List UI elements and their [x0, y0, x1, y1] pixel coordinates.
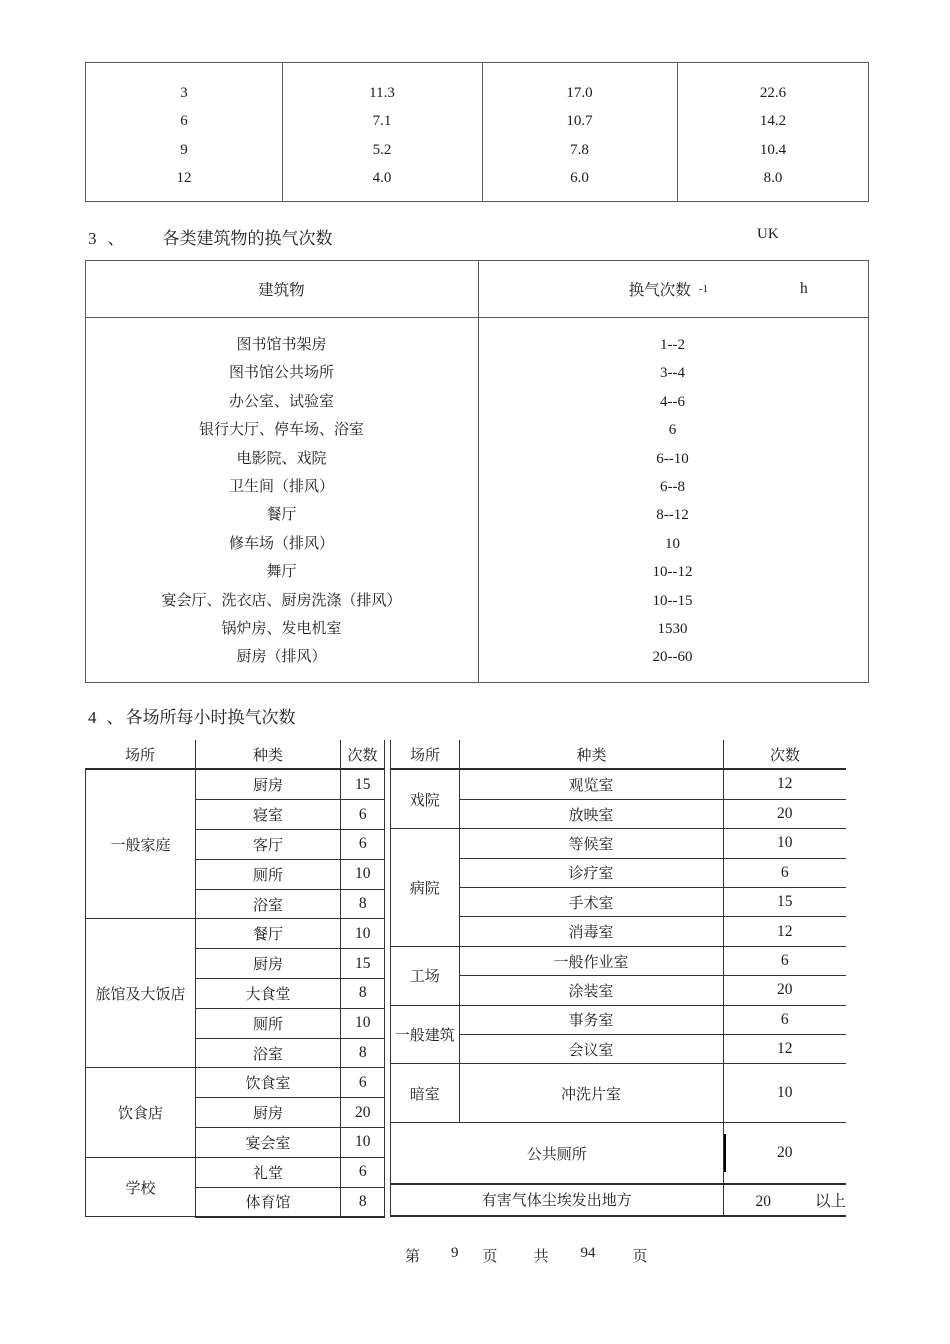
count-cell: 20 [723, 799, 846, 828]
kind-cell: 礼堂 [196, 1157, 341, 1187]
count-cell: 6 [723, 858, 846, 887]
total-pages: 94 [580, 1245, 596, 1261]
table-row [86, 359, 868, 387]
kind-cell: 诊疗室 [459, 858, 723, 887]
table-body [391, 770, 846, 1217]
column-header-count: 次数 [723, 740, 846, 768]
table-body [86, 318, 868, 672]
count-cell: 20 [341, 1098, 385, 1128]
building-name: 宴会厅、洗衣店、厨房洗涤（排风） [161, 592, 402, 609]
kind-cell: 寝室 [196, 800, 341, 830]
count-cell: 15 [341, 949, 385, 979]
count-cell: 6 [341, 830, 385, 860]
table-row [86, 473, 868, 501]
table-row [391, 888, 846, 917]
table-row [391, 799, 846, 828]
building-name: 图书馆书架房 [236, 337, 327, 353]
table-cell: 22.6 [759, 85, 787, 101]
count-cell [723, 1184, 846, 1216]
merged-label-cell: 有害气体尘埃发出地方 [391, 1184, 723, 1216]
air-change-value: 10--15 [652, 592, 693, 609]
count-suffix: 以上 [815, 1192, 846, 1210]
building-name: 餐厅 [266, 507, 297, 524]
kind-cell: 厨房 [196, 949, 341, 979]
footer-label: 共 [533, 1249, 549, 1265]
count-cell: 10 [341, 1128, 385, 1158]
table-cell: 4.0 [372, 170, 392, 187]
column-header-kind: 种类 [459, 740, 723, 768]
table-cell: 7.1 [372, 113, 392, 130]
section-separator: 、 [106, 708, 124, 727]
place-group-label: 戏院 [391, 770, 459, 829]
table-cell: 5.2 [372, 141, 392, 158]
table-row [86, 615, 868, 643]
kind-cell: 消毒室 [459, 917, 723, 946]
count-cell: 10 [723, 1064, 846, 1123]
count-cell: 6 [341, 1157, 385, 1187]
kind-cell: 会议室 [459, 1035, 723, 1064]
building-name: 银行大厅、停车场、浴室 [198, 422, 364, 439]
building-name: 卫生间（排风） [228, 478, 334, 495]
air-change-value: 1--2 [660, 337, 685, 353]
building-name: 锅炉房、发电机室 [221, 620, 342, 637]
table-row [86, 445, 868, 473]
table-divider [478, 261, 479, 682]
section-number: 4 [88, 708, 97, 727]
table-row [86, 770, 385, 800]
building-name: 图书馆公共场所 [228, 365, 334, 382]
air-change-value: 6--8 [660, 478, 685, 495]
count-cell: 15 [341, 770, 385, 800]
table-row [391, 1035, 846, 1064]
table-cell: 7.8 [570, 141, 589, 158]
continuation-table-grid [86, 63, 868, 193]
table-cell: 12 [176, 170, 192, 187]
kind-cell: 餐厅 [196, 919, 341, 949]
header-unit: h [799, 280, 808, 297]
count-cell: 12 [723, 770, 846, 799]
table-row [391, 1184, 846, 1216]
table-row [86, 530, 868, 558]
table-cell: 11.3 [369, 85, 395, 101]
place-group-label: 工场 [391, 946, 459, 1005]
merged-label-cell: 公共厕所 [391, 1123, 723, 1184]
table-header-row [86, 261, 868, 318]
kind-cell: 等候室 [459, 829, 723, 858]
count-cell: 10 [341, 919, 385, 949]
table-header-row [391, 740, 846, 770]
table-row [391, 976, 846, 1005]
count-cell: 6 [341, 1068, 385, 1098]
column-header-kind: 种类 [195, 740, 340, 768]
table-row [391, 1123, 846, 1184]
page-number: 9 [451, 1245, 459, 1261]
kind-cell: 手术室 [459, 888, 723, 917]
kind-cell: 厨房 [196, 770, 341, 800]
table-row [86, 331, 868, 359]
table-cell: 10.7 [566, 113, 593, 130]
table-cell: 10.4 [759, 141, 787, 158]
section-title: 各场所每小时换气次数 [125, 708, 296, 727]
table-cell: 9 [180, 141, 188, 158]
air-change-value: 20--60 [652, 649, 693, 666]
header-text: 换气次数 [628, 282, 691, 299]
count-cell: 8 [341, 979, 385, 1009]
hourly-air-change-table-left [85, 740, 385, 1218]
table-row [86, 1157, 385, 1187]
table-divider [677, 63, 678, 201]
table-row [86, 587, 868, 615]
table-row [391, 829, 846, 858]
count-cell: 6 [723, 946, 846, 975]
column-header-place: 场所 [124, 747, 155, 764]
table-header-row [85, 740, 384, 770]
page-footer [405, 1245, 648, 1266]
kind-cell: 饮食室 [196, 1068, 341, 1098]
place-group-label: 旅馆及大饭店 [86, 919, 196, 1068]
count-cell: 12 [723, 1035, 846, 1064]
count-cell: 20 [723, 976, 846, 1005]
place-group-label: 饮食店 [86, 1068, 196, 1157]
table-divider [282, 63, 283, 201]
table-row [86, 919, 385, 949]
place-group-label: 病院 [391, 829, 459, 947]
kind-cell: 浴室 [196, 889, 341, 919]
table-row [86, 558, 868, 586]
air-change-value: 10 [665, 535, 680, 552]
table-row [391, 946, 846, 975]
table-cell: 8.0 [763, 170, 783, 187]
air-change-value: 1530 [657, 620, 688, 637]
place-group-label: 一般建筑 [391, 1005, 459, 1064]
place-group-label: 学校 [86, 1157, 196, 1217]
count-cell: 20 [723, 1123, 846, 1184]
kind-cell: 厕所 [196, 1008, 341, 1038]
count-cell: 10 [723, 829, 846, 858]
building-air-change-table [85, 260, 869, 683]
kind-cell: 厨房 [196, 1098, 341, 1128]
uk-label: UK [757, 226, 779, 242]
table-cell: 14.2 [759, 113, 787, 130]
kind-cell: 体育馆 [196, 1187, 341, 1217]
place-group-label: 暗室 [391, 1064, 459, 1123]
kind-cell: 大食堂 [196, 979, 341, 1009]
air-change-value: 10--12 [652, 564, 693, 581]
kind-cell: 冲洗片室 [459, 1064, 723, 1123]
footer-label: 第 [405, 1249, 421, 1265]
kind-cell: 涂装室 [459, 976, 723, 1005]
count-cell: 6 [341, 800, 385, 830]
table-row [391, 1005, 846, 1034]
table-cell: 3 [180, 85, 188, 101]
footer-label: 页 [482, 1249, 498, 1265]
section-3-heading [88, 224, 333, 249]
kind-cell: 放映室 [459, 799, 723, 828]
count-value: 20 [755, 1192, 771, 1210]
column-header-air-changes [477, 261, 868, 317]
building-name: 办公室、试验室 [228, 393, 334, 410]
column-header-building: 建筑物 [258, 282, 305, 299]
kind-cell: 厕所 [196, 859, 341, 889]
air-change-value: 8--12 [656, 507, 689, 524]
kind-cell: 宴会室 [196, 1128, 341, 1158]
table-row [86, 388, 868, 416]
building-name: 电影院、戏院 [236, 450, 327, 467]
table-row [86, 416, 868, 444]
kind-cell: 观览室 [459, 770, 723, 799]
count-cell: 8 [341, 1187, 385, 1217]
table-cell: 6.0 [570, 170, 589, 187]
table-body [85, 770, 385, 1218]
air-change-value: 6 [668, 422, 677, 439]
column-header-place: 场所 [409, 747, 440, 764]
place-group-label: 一般家庭 [86, 770, 196, 919]
hourly-air-change-table-right [390, 740, 846, 1217]
air-change-value: 6--10 [656, 450, 689, 467]
footer-label: 页 [632, 1249, 648, 1265]
count-cell: 15 [723, 888, 846, 917]
table-row [86, 501, 868, 529]
air-change-value: 4--6 [660, 393, 685, 410]
table-row [391, 770, 846, 799]
continuation-table [85, 62, 869, 202]
count-cell: 6 [723, 1005, 846, 1034]
kind-cell: 浴室 [196, 1038, 341, 1068]
count-cell: 10 [341, 859, 385, 889]
header-superscript: -1 [698, 282, 708, 295]
air-change-value: 3--4 [660, 365, 685, 382]
section-4-heading [88, 703, 296, 728]
table-divider [482, 63, 483, 201]
section-number: 3 [88, 229, 97, 248]
building-name: 厨房（排风） [236, 649, 327, 666]
table-cell: 17.0 [566, 85, 593, 101]
section-title: 各类建筑物的换气次数 [162, 229, 333, 248]
table-cell: 6 [180, 113, 188, 130]
count-cell: 8 [341, 889, 385, 919]
kind-cell: 客厅 [196, 830, 341, 860]
table-row [391, 1064, 846, 1123]
kind-cell: 事务室 [459, 1005, 723, 1034]
count-cell: 12 [723, 917, 846, 946]
table-row [86, 643, 868, 671]
column-header-count: 次数 [340, 740, 384, 768]
table-row [391, 858, 846, 887]
section-separator: 、 [107, 229, 125, 248]
table-row [86, 1068, 385, 1098]
count-cell: 10 [341, 1008, 385, 1038]
count-cell: 8 [341, 1038, 385, 1068]
kind-cell: 一般作业室 [459, 946, 723, 975]
table-row [391, 917, 846, 946]
building-name: 修车场（排风） [228, 535, 334, 552]
building-name: 舞厅 [266, 564, 297, 581]
